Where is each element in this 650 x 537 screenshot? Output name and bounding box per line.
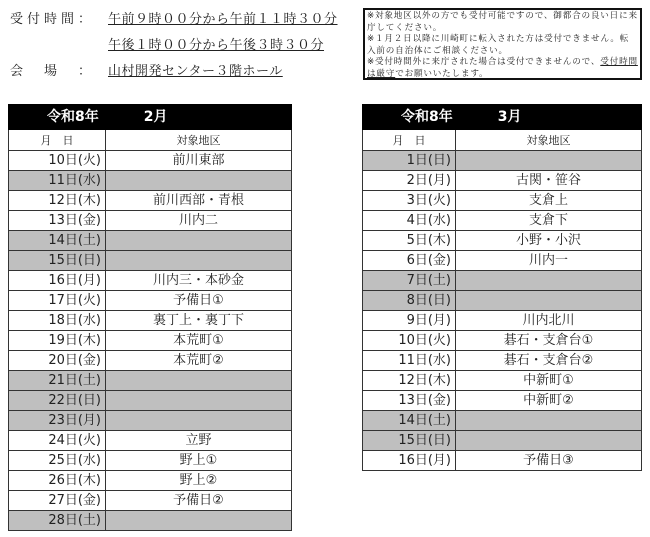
table-row (363, 351, 642, 371)
date-cell: 28日(土) (9, 511, 106, 531)
area-cell: 予備日① (106, 291, 292, 311)
area-cell (106, 371, 292, 391)
table-row (9, 451, 292, 471)
table-row (363, 211, 642, 231)
area-cell: 碁石・支倉台① (456, 331, 642, 351)
area-cell (106, 251, 292, 271)
area-cell: 小野・小沢 (456, 231, 642, 251)
table-row (363, 251, 642, 271)
area-cell: 中新町① (456, 371, 642, 391)
col-area: 対象地区 (106, 130, 292, 151)
table-row (9, 311, 292, 331)
date-cell: 2日(月) (363, 171, 456, 191)
area-cell (456, 151, 642, 171)
notice-line (367, 57, 638, 80)
table-row (363, 451, 642, 471)
area-cell: 支倉上 (456, 191, 642, 211)
area-cell (456, 411, 642, 431)
area-cell: 古関・笹谷 (456, 171, 642, 191)
table-row (9, 171, 292, 191)
area-cell: 川内二 (106, 211, 292, 231)
area-cell (456, 431, 642, 451)
table-row (9, 351, 292, 371)
date-cell: 10日(火) (363, 331, 456, 351)
table-row (9, 271, 292, 291)
table-row (363, 271, 642, 291)
table-header (363, 105, 642, 130)
column-headers (9, 130, 292, 151)
date-cell: 21日(土) (9, 371, 106, 391)
date-cell: 23日(月) (9, 411, 106, 431)
table-row (9, 331, 292, 351)
notice-text: でお願いいたします。 (395, 68, 489, 79)
area-cell: 本荒町② (106, 351, 292, 371)
area-cell: 本荒町① (106, 331, 292, 351)
february-schedule-table (8, 104, 292, 531)
date-cell: 15日(日) (9, 251, 106, 271)
date-cell: 19日(木) (9, 331, 106, 351)
notice-line: ※対象地区以外の方でも受付可能ですので、御都合の良い日に来庁してください。 (367, 11, 638, 33)
month: 2月 (143, 108, 168, 125)
date-cell: 3日(火) (363, 191, 456, 211)
date-cell: 11日(水) (9, 171, 106, 191)
notice-emphasis: 受付時間は厳守 (367, 57, 638, 79)
col-date: 月 日 (9, 130, 106, 151)
date-cell: 4日(水) (363, 211, 456, 231)
table-row (363, 311, 642, 331)
date-cell: 18日(水) (9, 311, 106, 331)
notice-box (363, 8, 642, 80)
area-cell (106, 391, 292, 411)
table-row (9, 211, 292, 231)
venue-value: 山村開発センター３階ホール (108, 64, 283, 79)
area-cell: 野上① (106, 451, 292, 471)
table-row (9, 291, 292, 311)
area-cell: 川内北川 (456, 311, 642, 331)
date-cell: 13日(金) (9, 211, 106, 231)
table-row (363, 411, 642, 431)
date-cell: 6日(金) (363, 251, 456, 271)
date-cell: 14日(土) (9, 231, 106, 251)
era: 令和8年 (401, 108, 453, 125)
table-row (9, 471, 292, 491)
area-cell (456, 291, 642, 311)
march-schedule-table (362, 104, 642, 471)
reception-label: 受付時間： (10, 12, 96, 27)
area-cell: 立野 (106, 431, 292, 451)
table-row (9, 371, 292, 391)
date-cell: 27日(金) (9, 491, 106, 511)
area-cell (456, 271, 642, 291)
area-cell: 前川西部・青根 (106, 191, 292, 211)
date-cell: 11日(水) (363, 351, 456, 371)
table-row (9, 511, 292, 531)
area-cell (106, 231, 292, 251)
table-row (363, 291, 642, 311)
reception-am: 午前９時００分から午前１１時３０分 (108, 12, 338, 27)
table-row (363, 191, 642, 211)
area-cell: 裏丁上・裏丁下 (106, 311, 292, 331)
table-row (363, 231, 642, 251)
area-cell: 川内三・本砂金 (106, 271, 292, 291)
table-row (9, 431, 292, 451)
notice-text: ※受付時間外に来庁された場合は受付できませんので、 (367, 57, 601, 68)
date-cell: 7日(土) (363, 271, 456, 291)
date-cell: 16日(月) (9, 271, 106, 291)
date-cell: 13日(金) (363, 391, 456, 411)
reception-pm: 午後１時００分から午後３時３０分 (108, 38, 325, 53)
table-header (9, 105, 292, 130)
table-row (9, 191, 292, 211)
date-cell: 16日(月) (363, 451, 456, 471)
date-cell: 25日(水) (9, 451, 106, 471)
area-cell: 前川東部 (106, 151, 292, 171)
area-cell: 碁石・支倉台② (456, 351, 642, 371)
col-date: 月 日 (363, 130, 456, 151)
date-cell: 5日(木) (363, 231, 456, 251)
date-cell: 22日(日) (9, 391, 106, 411)
date-cell: 20日(金) (9, 351, 106, 371)
table-row (9, 391, 292, 411)
table-row (9, 151, 292, 171)
date-cell: 10日(火) (9, 151, 106, 171)
table-row (363, 391, 642, 411)
area-cell (106, 411, 292, 431)
date-cell: 12日(木) (363, 371, 456, 391)
venue-label: 会 場 ： (10, 64, 96, 79)
date-cell: 26日(木) (9, 471, 106, 491)
table-row (9, 491, 292, 511)
area-cell: 予備日② (106, 491, 292, 511)
table-row (363, 151, 642, 171)
table-row (363, 171, 642, 191)
date-cell: 12日(木) (9, 191, 106, 211)
area-cell (106, 171, 292, 191)
area-cell: 川内一 (456, 251, 642, 271)
date-cell: 9日(月) (363, 311, 456, 331)
date-cell: 15日(日) (363, 431, 456, 451)
column-headers (363, 130, 642, 151)
col-area: 対象地区 (456, 130, 642, 151)
table-row (363, 371, 642, 391)
date-cell: 17日(火) (9, 291, 106, 311)
notice-line: ※１月２日以降に川崎町に転入された方は受付できません。転入前の自治体にご相談ください。 (367, 34, 630, 56)
date-cell: 24日(火) (9, 431, 106, 451)
area-cell (106, 511, 292, 531)
month: 3月 (497, 108, 522, 125)
era: 令和8年 (47, 108, 99, 125)
date-cell: 1日(日) (363, 151, 456, 171)
table-row (363, 431, 642, 451)
date-cell: 8日(日) (363, 291, 456, 311)
area-cell: 支倉下 (456, 211, 642, 231)
date-cell: 14日(土) (363, 411, 456, 431)
area-cell: 予備日③ (456, 451, 642, 471)
table-row (9, 251, 292, 271)
table-row (363, 331, 642, 351)
table-row (9, 411, 292, 431)
table-row (9, 231, 292, 251)
area-cell: 中新町② (456, 391, 642, 411)
area-cell: 野上② (106, 471, 292, 491)
